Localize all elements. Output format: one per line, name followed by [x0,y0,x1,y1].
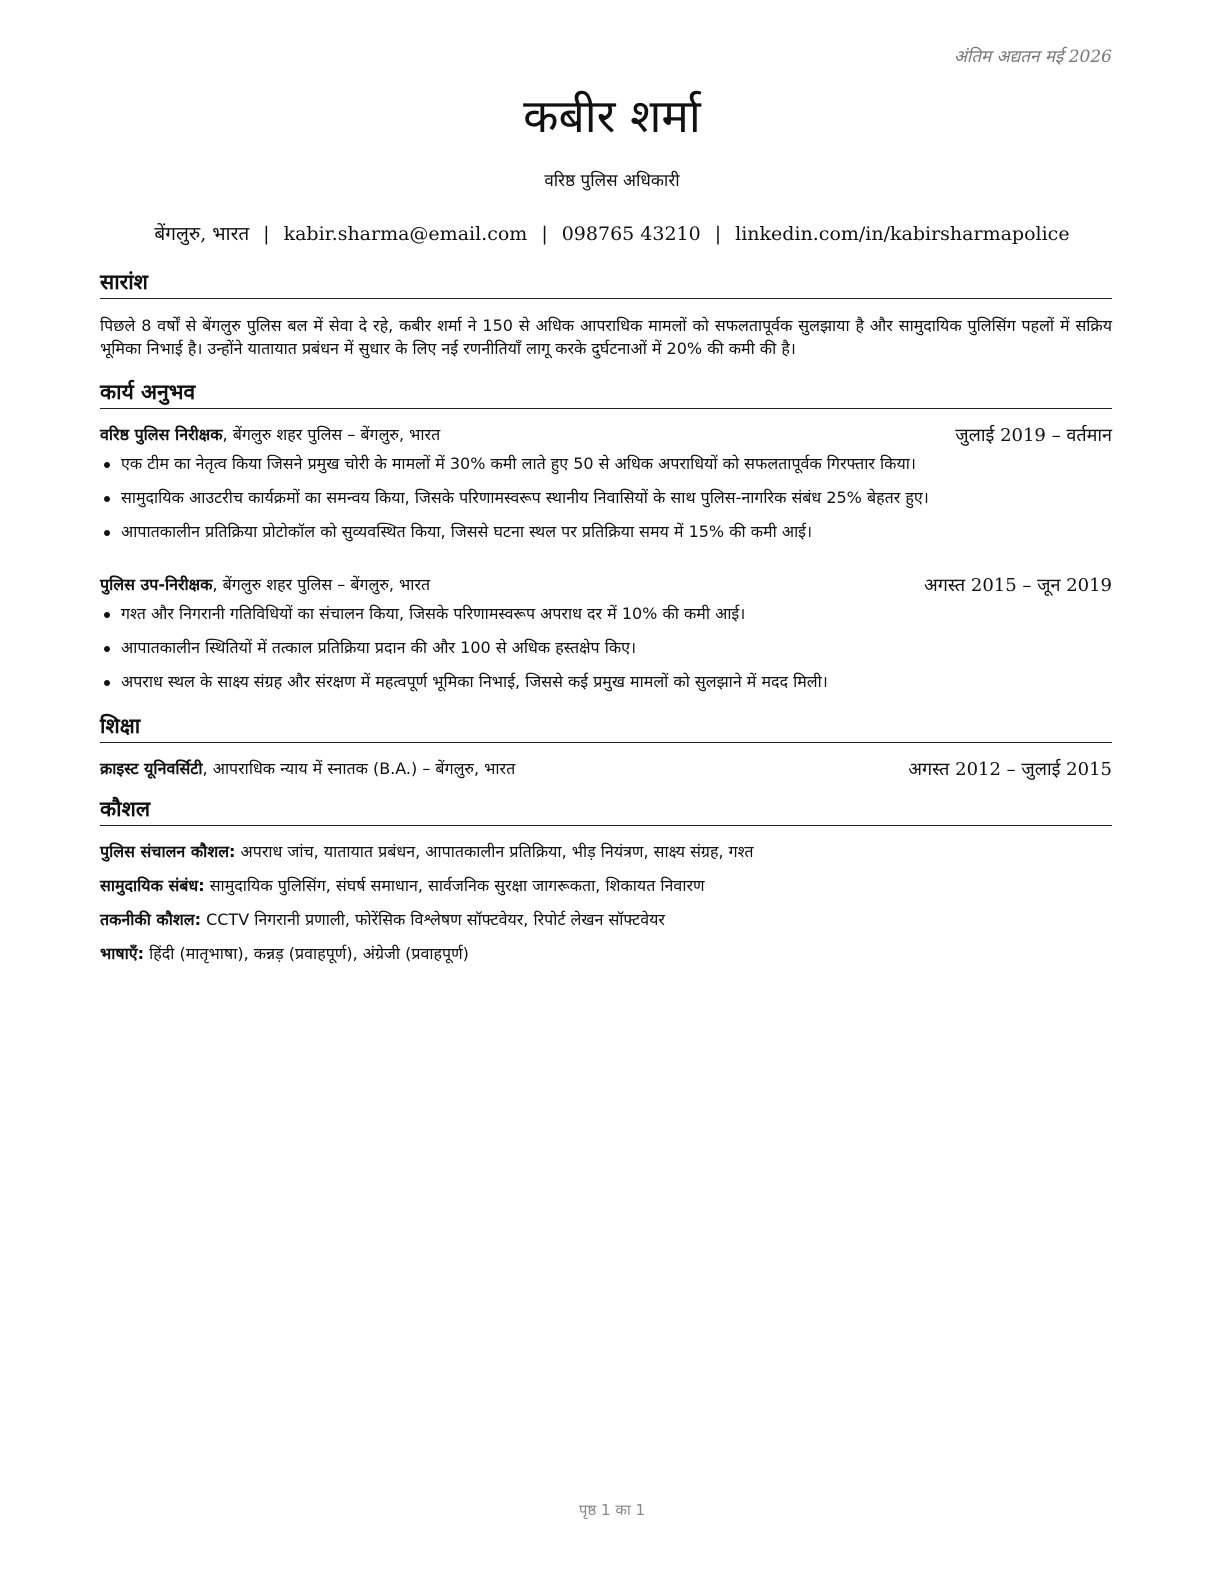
summary-heading: सारांश [100,268,1112,299]
last-updated: अंतिम अद्यतन मई 2026 [953,47,1112,67]
list-item: अपराध स्थल के साक्ष्य संग्रह और संरक्षण में महत्वपूर्ण भूमिका निभाई, जिससे कई प्रमुख मामलों को सुलझाने में मदद मिली। [100,670,1112,704]
list-item: सामुदायिक आउटरीच कार्यक्रमों का समन्वय किया, जिसके परिणामस्वरूप स्थानीय निवासियों के साथ पुलिस-नागरिक संबंध 25% बेहतर हुए। [100,486,1112,520]
contact-location: बेंगलुरु, भारत [154,223,250,245]
list-item: गश्त और निगरानी गतिविधियों का संचालन किया, जिसके परिणामस्वरूप अपराध दर में 10% की कमी आई। [100,602,1112,636]
job-org: , बेंगलुरु शहर पुलिस – बेंगलुरु, भारत [222,425,441,444]
job-header [100,423,1112,449]
contact-line [0,220,1224,246]
summary-text: पिछले 8 वर्षों से बेंगलुरु पुलिस बल में सेवा दे रहे, कबीर शर्मा ने 150 से अधिक आपराधिक मामलों को सफलतापूर्वक सुलझाया है और सामुदायिक पुलिसिंग पहलों में सक्रिय भूमिका निभाई है। उन्होंने यातायात प्रबंधन में सुधार के लिए नई रणनीतियाँ लागू करके दुर्घटनाओं में 20% की कमी की है। [100,316,1112,358]
skill-row [100,840,1112,874]
skill-row [100,908,1112,942]
candidate-name: कबीर शर्मा [523,89,701,143]
job-org: , बेंगलुरु शहर पुलिस – बेंगलुरु, भारत [212,575,431,594]
skills-list [100,840,1112,976]
contact-email[interactable]: kabir.sharma@email.com [283,223,528,245]
education-entry [100,757,1112,783]
contact-separator: | [714,223,722,245]
education-heading: शिक्षा [100,712,1112,743]
contact-linkedin[interactable]: linkedin.com/in/kabirsharmapolice [735,223,1070,245]
job-dates: जुलाई 2019 – वर्तमान [955,425,1112,446]
education-school: क्राइस्ट यूनिवर्सिटी [100,759,203,778]
list-item: आपातकालीन प्रतिक्रिया प्रोटोकॉल को सुव्यवस्थित किया, जिससे घटना स्थल पर प्रतिक्रिया समय में 15% की कमी आई। [100,520,1112,554]
skill-row [100,942,1112,976]
skill-value: CCTV निगरानी प्रणाली, फोरेंसिक विश्लेषण सॉफ्टवेयर, रिपोर्ट लेखन सॉफ्टवेयर [201,910,665,929]
contact-separator: | [263,223,270,245]
skill-label: सामुदायिक संबंध: [100,876,205,895]
list-item: एक टीम का नेतृत्व किया जिसने प्रमुख चोरी के मामलों में 30% कमी लाते हुए 50 से अधिक अपराधियों को सफलतापूर्वक गिरफ्तार किया। [100,452,1112,486]
education-detail: , आपराधिक न्याय में स्नातक (B.A.) – बेंगलुरु, भारत [202,759,516,778]
contact-phone[interactable]: 098765 43210 [561,223,701,245]
skill-value: अपराध जांच, यातायात प्रबंधन, आपातकालीन प्रतिक्रिया, भीड़ नियंत्रण, साक्ष्य संग्रह, गश्त [235,842,754,861]
job-title: वरिष्ठ पुलिस अधिकारी [544,171,680,191]
skill-label: तकनीकी कौशल: [100,910,201,929]
skill-value: सामुदायिक पुलिसिंग, संघर्ष समाधान, सार्वजनिक सुरक्षा जागरूकता, शिकायत निवारण [204,876,705,895]
education-dates: अगस्त 2012 – जुलाई 2015 [908,759,1112,780]
list-item: आपातकालीन स्थितियों में तत्काल प्रतिक्रिया प्रदान की और 100 से अधिक हस्तक्षेप किए। [100,636,1112,670]
job-header [100,573,1112,599]
contact-separator: | [541,223,548,245]
skill-label: भाषाएँ: [100,944,145,963]
skill-row [100,874,1112,908]
skill-value: हिंदी (मातृभाषा), कन्नड़ (प्रवाहपूर्ण), अंग्रेजी (प्रवाहपूर्ण) [144,944,469,963]
experience-heading: कार्य अनुभव [100,378,1112,409]
job-role: वरिष्ठ पुलिस निरीक्षक [100,425,223,444]
job-dates: अगस्त 2015 – जून 2019 [924,575,1112,596]
job-bullets [100,602,1112,704]
page-number: पृष्ठ 1 का 1 [578,1501,646,1519]
skills-heading: कौशल [100,795,1112,826]
skill-label: पुलिस संचालन कौशल: [100,842,236,861]
job-role: पुलिस उप-निरीक्षक [100,575,213,594]
job-bullets [100,452,1112,554]
